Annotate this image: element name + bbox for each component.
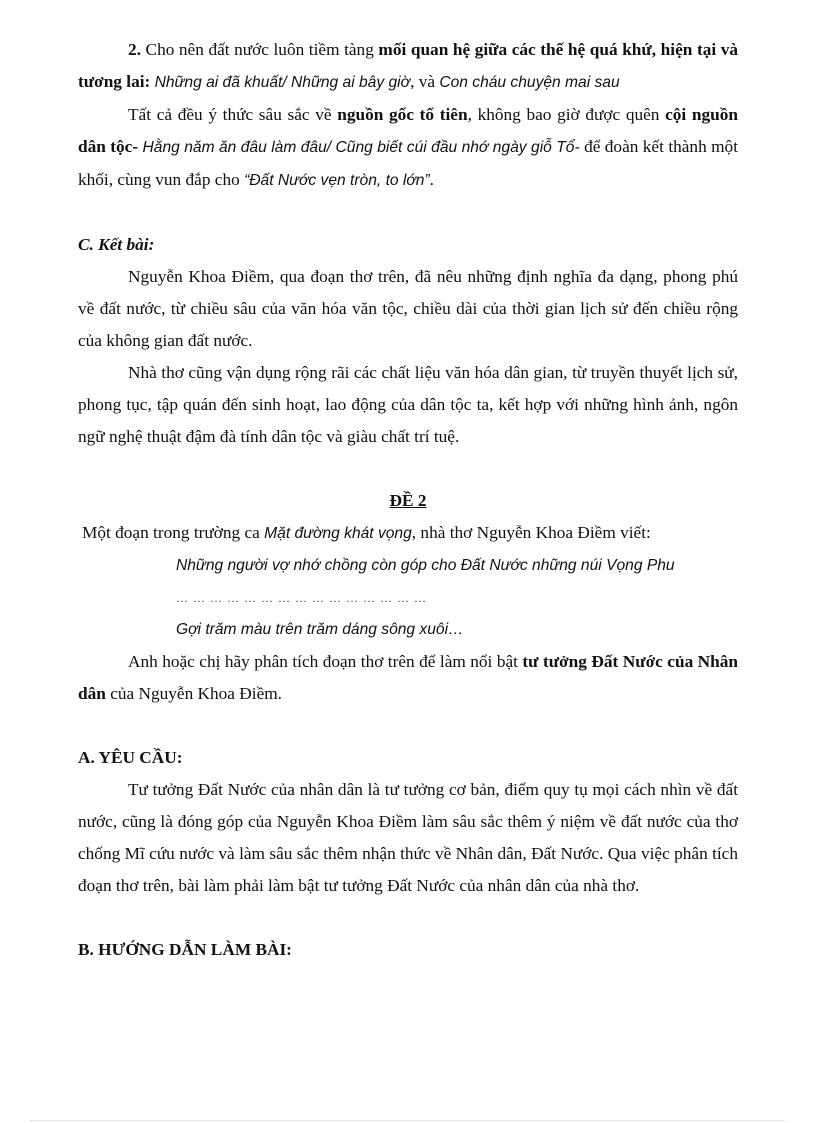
paragraph-ancestors: Tất cả đều ý thức sâu sắc về nguồn gốc tổ tiên, không bao giờ được quên cội nguồn dân tộc- Hằng năm ăn đâu làm đâu/ Cũng biết cúi đầu nhớ ngày giỗ Tổ- để đoàn kết thành một khối, cùng vun đắp cho “Đất Nước vẹn tròn, to lớn”. bbox=[78, 105, 739, 189]
section-heading-conclusion: C. Kết bài: bbox=[78, 235, 155, 254]
paragraph-2: 2. Cho nên đất nước luôn tiềm tàng mối quan hệ giữa các thế hệ quá khứ, hiện tại và tương lai: Những ai đã khuất/ Những ai bây giờ, và Con cháu chuyện mai sau bbox=[78, 40, 738, 91]
exercise-intro: Một đoạn trong trường ca Mặt đường khát vọng, nhà thơ Nguyễn Khoa Điềm viết: bbox=[82, 523, 651, 542]
poem-line-2: Gợi trăm màu trên trăm dáng sông xuôi… bbox=[176, 621, 464, 638]
exercise-question: Anh hoặc chị hãy phân tích đoạn thơ trên để làm nổi bật tư tưởng Đất Nước của Nhân dân của Nguyễn Khoa Điềm. bbox=[78, 652, 739, 703]
spacer bbox=[78, 453, 738, 485]
paragraph-conclusion-2: Nhà thơ cũng vận dụng rộng rãi các chất liệu văn hóa dân gian, từ truyền thuyết lịch sử, phong tục, tập quán đến sinh hoạt, lao động của dân tộc ta, kết hợp với những hình ảnh, ngôn ngữ nghệ thuật đậm đà tính dân tộc và giàu chất trí tuệ. bbox=[78, 363, 738, 446]
paragraph-requirements: Tư tưởng Đất Nước của nhân dân là tư tưởng cơ bản, điểm quy tụ mọi cách nhìn về đất nước, cũng là đóng góp của Nguyễn Khoa Điềm làm sâu sắc thêm ý niệm về đất nước của thơ chống Mĩ cứu nước và làm sâu sắc thêm nhận thức về Nhân dân, Đất Nước. Qua việc phân tích đoạn thơ trên, bài làm phải làm bật tư tưởng Đất Nước của nhân dân của nhà thơ. bbox=[78, 780, 738, 895]
exercise-title: ĐỀ 2 bbox=[389, 491, 427, 510]
poem-line-1: Những người vợ nhớ chồng còn góp cho Đất Nước những núi Vọng Phu bbox=[176, 557, 675, 574]
section-heading-guidance: B. HƯỚNG DẪN LÀM BÀI: bbox=[78, 940, 292, 959]
point-number: 2. bbox=[128, 40, 141, 59]
page-bottom-rule bbox=[30, 1120, 786, 1121]
paragraph-conclusion-1: Nguyễn Khoa Điềm, qua đoạn thơ trên, đã nêu những định nghĩa đa dạng, phong phú về đất nước, từ chiều sâu của văn hóa văn tộc, chiều dài của thời gian lịch sử đến chiều rộng của không gian đất nước. bbox=[78, 267, 738, 350]
section-heading-requirements: A. YÊU CẦU: bbox=[78, 748, 183, 767]
poem-ellipsis: … … … … … … … … … … … … … … … bbox=[176, 591, 427, 605]
spacer bbox=[78, 197, 738, 229]
spacer bbox=[78, 710, 738, 742]
spacer bbox=[78, 902, 738, 934]
document-page bbox=[78, 34, 738, 966]
